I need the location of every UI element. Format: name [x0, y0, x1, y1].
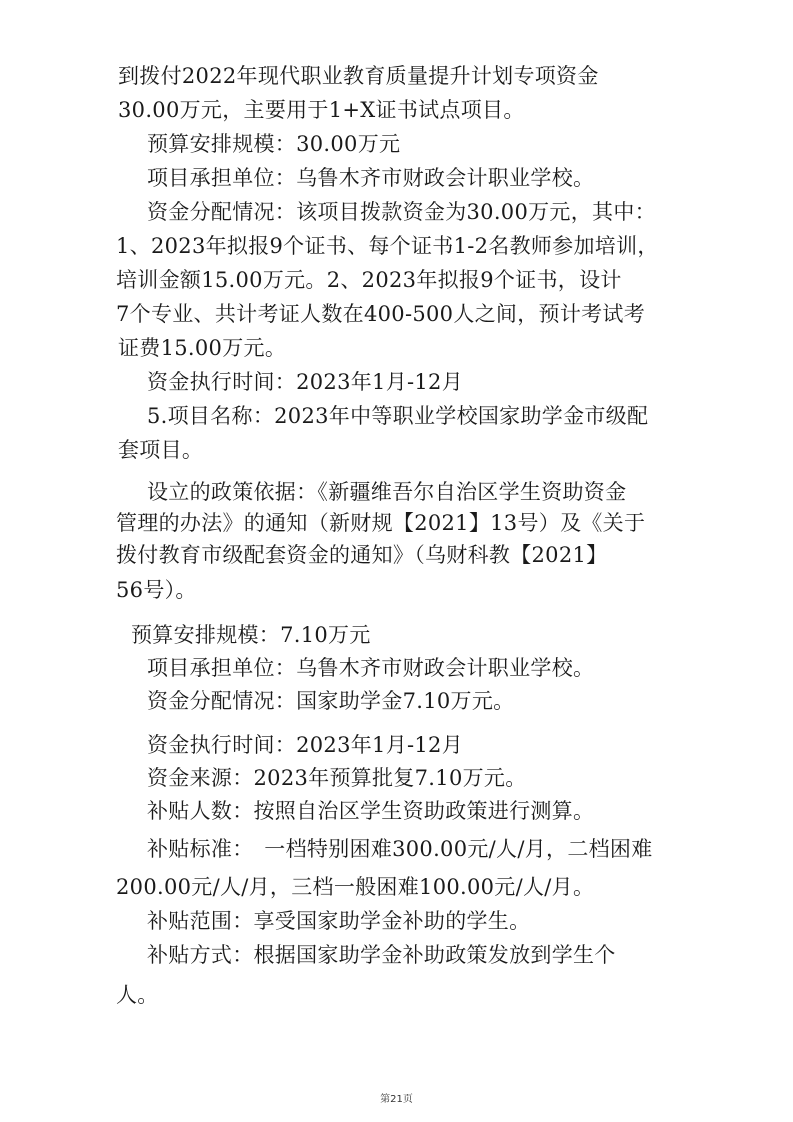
text-line: 补贴人数：按照自治区学生资助政策进行测算。 [147, 799, 595, 823]
text-line: 拨付教育市级配套资金的通知》（乌财科教【2021】 [116, 543, 608, 567]
text-line: 项目承担单位：乌鲁木齐市财政会计职业学校。 [147, 656, 595, 680]
text-line: 资金分配情况：国家助学金7.10万元。 [147, 689, 515, 713]
text-line: 30.00万元，主要用于1+X证书试点项目。 [118, 98, 525, 122]
text-line: 设立的政策依据：《新疆维吾尔自治区学生资助资金 [147, 480, 627, 504]
text-line: 补贴范围：享受国家助学金补助的学生。 [147, 909, 531, 933]
page-number: 第21页 [380, 1094, 413, 1105]
text-line: 1、2023年拟报9个证书、每个证书1-2名教师参加培训， [116, 234, 659, 258]
text-line: 资金执行时间：2023年1月-12月 [147, 733, 464, 757]
text-line: 项目承担单位：乌鲁木齐市财政会计职业学校。 [147, 166, 595, 190]
text-line: 资金来源：2023年预算批复7.10万元。 [147, 766, 527, 790]
text-line: 资金执行时间：2023年1月-12月 [147, 370, 464, 394]
text-line: 管理的办法》的通知（新财规【2021】13号）及《关于 [116, 511, 646, 535]
text-line: 证费15.00万元。 [118, 336, 287, 360]
text-line: 预算安排规模：7.10万元 [131, 623, 371, 647]
text-line: 资金分配情况：该项目拨款资金为30.00万元，其中： [147, 200, 656, 224]
text-line: 到拨付2022年现代职业教育质量提升计划专项资金 [118, 64, 599, 88]
text-line: 补贴标准： 一档特别困难300.00元/人/月，二档困难 [147, 837, 653, 861]
text-line: 7个专业、共计考证人数在400-500人之间，预计考试考 [116, 302, 646, 326]
text-line: 200.00元/人/月，三档一般困难100.00元/人/月。 [116, 875, 595, 899]
text-line: 补贴方式：根据国家助学金补助政策发放到学生个 [147, 943, 616, 967]
text-line: 套项目。 [118, 438, 204, 462]
text-line: 预算安排规模：30.00万元 [147, 132, 401, 156]
text-line: 56号）。 [116, 578, 197, 602]
text-line: 5.项目名称：2023年中等职业学校国家助学金市级配 [147, 404, 649, 428]
text-line: 人。 [116, 983, 159, 1007]
text-line: 培训金额15.00万元。2、2023年拟报9个证书，设计 [116, 268, 622, 292]
